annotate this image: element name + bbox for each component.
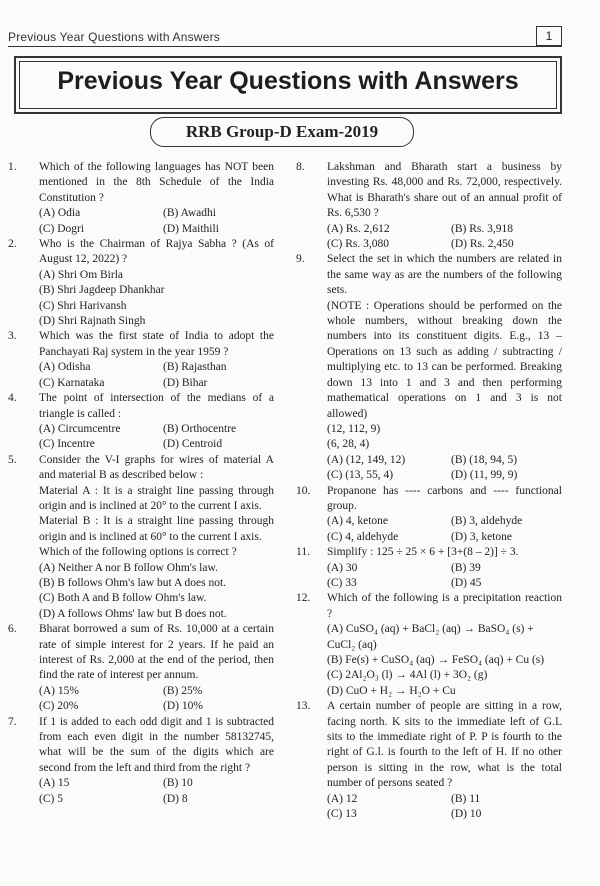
- question-number: 4.: [8, 392, 17, 405]
- question-text: Simplify : 125 ÷ 25 × 6 + [3+(8 – 2)] ÷ 3.: [327, 546, 519, 559]
- page-title: Previous Year Questions with Answers: [57, 67, 519, 95]
- question-text: Select the set in which the numbers are related in the same way as are the numbers of the following sets.: [327, 253, 562, 297]
- option-a: (A) Neither A nor B follow Ohm's law.: [39, 561, 218, 574]
- question-note: (NOTE : Operations should be performed on the whole numbers, without breaking down the numbers into its constituent digits. E.g., 13 – Operations on 13 such as adding / subtracting / multiplying etc. to 13 can be performed. Breaking down 13 into 1 and 3 and then performing mathematical operations on 1 and 3 is not allowed): [327, 299, 562, 420]
- options: [327, 453, 562, 484]
- option-b: (B) 25%: [163, 684, 203, 697]
- question-text: Which of the following languages has NOT been mentioned in the 8th Schedule of the India Constitution ?: [39, 161, 274, 204]
- given-set-2: (6, 28, 4): [327, 438, 370, 451]
- option-d: (D) Shri Rajnath Singh: [39, 315, 146, 328]
- option-c: (C) 33: [327, 576, 357, 589]
- question-text: Propanone has ---- carbons and ---- functional group.: [327, 484, 562, 512]
- question-text: The point of intersection of the medians of a triangle is called :: [39, 392, 274, 420]
- question-number: 3.: [8, 330, 17, 343]
- option-d: (D) A follows Ohms' law but B does not.: [39, 607, 227, 620]
- option-a: (A) Rs. 2,612: [327, 222, 390, 235]
- options: [39, 360, 274, 391]
- option-c: (C) 5: [39, 792, 63, 805]
- given-set-1: (12, 112, 9): [327, 422, 381, 435]
- question-number: 11.: [296, 546, 310, 559]
- material-a-description: Material A : It is a straight line passing through origin and is inclined at 20° to the current I axis.: [39, 484, 274, 512]
- question-number: 5.: [8, 453, 17, 466]
- options: [39, 684, 274, 715]
- option-b: (B) Fe(s) + CuSO₄ (aq) → FeSO₄ (aq) + Cu (s): [327, 654, 545, 666]
- question-text: Consider the V-I graphs for wires of material A and material B as described below :: [39, 453, 274, 482]
- option-c: (C) 4, aldehyde: [327, 530, 399, 543]
- right-column: [296, 160, 562, 822]
- header-rule: [8, 46, 562, 47]
- option-d: (D) 3, ketone: [451, 530, 512, 543]
- options: [327, 514, 562, 545]
- question-7: [8, 715, 274, 807]
- question-text: Which was the first state of India to adopt the Panchayati Raj system in the year 1959 ?: [39, 330, 274, 358]
- question-text: Lakshman and Bharath start a business by investing Rs. 48,000 and Rs. 72,000, respectively. What is Bharath's share out of an annual profit of Rs. 6,530 ?: [327, 161, 562, 220]
- option-d: (D) (11, 99, 9): [451, 469, 518, 482]
- option-a: (A) Circumcentre: [39, 422, 121, 435]
- left-column: [8, 160, 274, 807]
- question-text: Who is the Chairman of Rajya Sabha ? (As of August 12, 2022) ?: [39, 238, 274, 266]
- question-number: 12.: [296, 592, 311, 605]
- running-header: Previous Year Questions with Answers: [8, 30, 220, 44]
- option-b: (B) 10: [163, 777, 193, 790]
- option-b: (B) 11: [451, 792, 481, 805]
- question-number: 1.: [8, 161, 17, 173]
- option-a: (A) CuSO₄ (aq) + BaCl₂ (aq) → BaSO₄ (s) + CuCl₂ (aq): [327, 623, 534, 651]
- material-b-description: Material B : It is a straight line passing through origin and is inclined at 60° to the current I axis.: [39, 515, 274, 543]
- option-a: (A) 30: [327, 561, 358, 574]
- question-number: 6.: [8, 623, 17, 636]
- option-b: (B) Orthocentre: [163, 422, 237, 435]
- option-c: (C) Dogri: [39, 222, 85, 235]
- option-a: (A) 15%: [39, 684, 79, 697]
- question-number: 10.: [296, 484, 311, 497]
- question-3: [8, 329, 274, 391]
- options: [39, 776, 274, 807]
- option-c: (C) Both A and B follow Ohm's law.: [39, 592, 207, 605]
- option-d: (D) Rs. 2,450: [451, 238, 514, 251]
- option-a: (A) 15: [39, 777, 70, 790]
- option-d: (D) Centroid: [163, 438, 223, 451]
- option-a: (A) (12, 149, 12): [327, 453, 406, 466]
- question-11: [296, 545, 562, 591]
- option-b: (B) B follows Ohm's law but A does not.: [39, 576, 227, 589]
- option-d: (D) 8: [163, 792, 188, 805]
- option-d: (D) 10: [451, 808, 482, 821]
- question-1: [8, 160, 274, 237]
- question-6: [8, 622, 274, 714]
- title-banner: [14, 56, 562, 114]
- question-5: [8, 453, 274, 622]
- question-text: Which of the following is a precipitation reaction ?: [327, 592, 562, 620]
- page-number: 1: [536, 26, 562, 46]
- option-a: (A) Shri Om Birla: [39, 268, 124, 281]
- option-d: (D) Maithili: [163, 222, 219, 235]
- question-number: 9.: [296, 253, 305, 266]
- option-b: (B) Awadhi: [163, 207, 216, 220]
- question-number: 8.: [296, 161, 305, 173]
- options: [39, 422, 274, 453]
- option-b: (B) Rajasthan: [163, 361, 227, 374]
- question-9: [296, 252, 562, 483]
- question-8: [296, 160, 562, 252]
- option-a: (A) Odia: [39, 207, 81, 220]
- question-text: Bharat borrowed a sum of Rs. 10,000 at a certain rate of simple interest for 2 years. If he paid an interest of Rs. 2,000 at the end of the period, then find the rate of interest per annum.: [39, 623, 274, 682]
- option-d: (D) Bihar: [163, 376, 208, 389]
- option-c: (C) 2Al₂O₃ (l) → 4Al (l) + 3O₂ (g): [327, 669, 488, 682]
- option-b: (B) (18, 94, 5): [451, 453, 518, 466]
- option-a: (A) 4, ketone: [327, 515, 388, 528]
- option-c: (C) Shri Harivansh: [39, 299, 127, 312]
- question-text: A certain number of people are sitting in a row, facing north. K sits to the immediate left of G.L sits to the immediate right of P. P is fourth to the right of G.l. is fourth to the left of H. If no other person is sitting in the row, what is the total number of persons seated ?: [327, 700, 562, 790]
- option-d: (D) 10%: [163, 700, 203, 713]
- options: [39, 206, 274, 237]
- option-b: (B) Rs. 3,918: [451, 222, 513, 235]
- question-13: [296, 699, 562, 822]
- question-10: [296, 484, 562, 546]
- question-prompt: Which of the following options is correct ?: [39, 546, 237, 559]
- question-number: 13.: [296, 700, 311, 713]
- question-2: [8, 237, 274, 329]
- option-b: (B) Shri Jagdeep Dhankhar: [39, 284, 165, 297]
- question-4: [8, 391, 274, 453]
- option-c: (C) Karnataka: [39, 376, 105, 389]
- question-12: [296, 591, 562, 699]
- option-a: (A) Odisha: [39, 361, 91, 374]
- option-d: (D) 45: [451, 576, 482, 589]
- option-c: (C) 20%: [39, 700, 79, 713]
- option-d: (D) CuO + H₂ → H₂O + Cu: [327, 684, 456, 697]
- question-text: If 1 is added to each odd digit and 1 is subtracted from each even digit in the number 58132745, what will be the sum of the digits which are second from the left and third from the right ?: [39, 715, 274, 774]
- option-c: (C) 13: [327, 808, 357, 821]
- options: [327, 561, 562, 592]
- option-b: (B) 3, aldehyde: [451, 515, 523, 528]
- question-number: 7.: [8, 715, 17, 728]
- option-a: (A) 12: [327, 792, 358, 805]
- option-b: (B) 39: [451, 561, 481, 574]
- options: [327, 792, 562, 823]
- option-c: (C) (13, 55, 4): [327, 469, 394, 482]
- option-c: (C) Rs. 3,080: [327, 238, 389, 251]
- exam-badge: RRB Group-D Exam-2019: [150, 117, 414, 147]
- option-c: (C) Incentre: [39, 438, 95, 451]
- question-number: 2.: [8, 238, 17, 251]
- options: [327, 222, 562, 253]
